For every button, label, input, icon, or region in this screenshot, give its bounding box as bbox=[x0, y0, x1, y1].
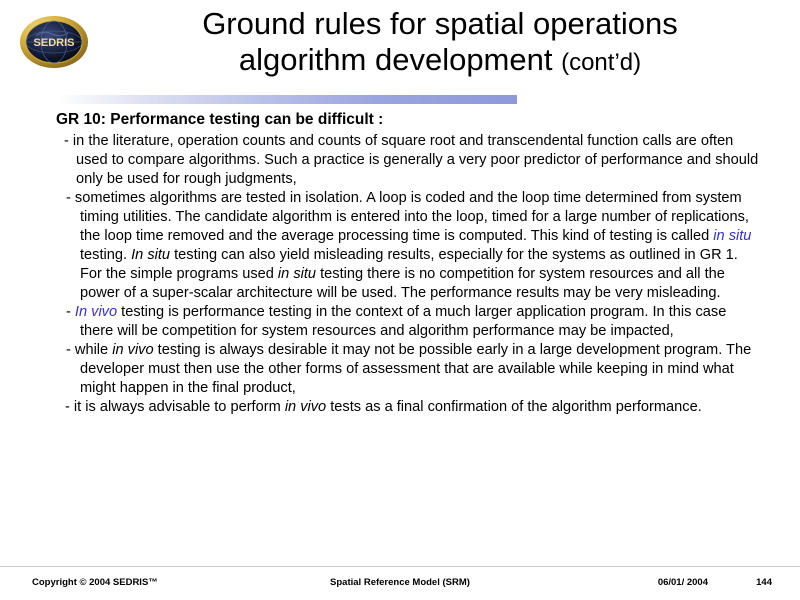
paragraph-2 bbox=[56, 189, 762, 303]
paragraph-5 bbox=[56, 398, 762, 417]
text-run: - it is always advisable to perform bbox=[65, 398, 285, 415]
logo-wordmark: SEDRIS bbox=[33, 37, 75, 49]
paragraph-4 bbox=[56, 341, 762, 398]
text-run: - sometimes algorithms are tested in isolation. A loop is coded and the loop time determined from system timing utilities. The candidate algorithm is entered into the loop, timed for a large number of replications, the loop time removed and the average processing time is computed. This kind of testing is called bbox=[66, 190, 749, 245]
text-run: In vivo bbox=[74, 304, 118, 321]
text-run: tests as a final confirmation of the algorithm performance. bbox=[326, 398, 702, 415]
title-line-1: Ground rules for spatial operations bbox=[202, 6, 678, 41]
footer-divider bbox=[0, 566, 800, 567]
text-run: in vivo bbox=[284, 398, 327, 415]
paragraph-1 bbox=[56, 132, 762, 189]
sedris-logo-icon bbox=[18, 14, 90, 70]
text-run: In situ bbox=[131, 247, 171, 264]
footer-page-number: 144 bbox=[756, 577, 772, 588]
text-run: - in the literature, operation counts and counts of square root and transcendental function calls are often used to compare algorithms. Such a practice is generally a very poor predictor of performance and should only be used for rough judgments, bbox=[64, 133, 759, 188]
text-run: testing is performance testing in the context of a much larger application program. In this case there will be competition for system resources and algorithm performance may be impacted, bbox=[80, 304, 727, 340]
slide-footer bbox=[0, 570, 800, 600]
footer-date: 06/01/ 2004 bbox=[657, 577, 708, 588]
page-title bbox=[100, 6, 780, 77]
text-run: testing there is no competition for system resources and all the power of a super-scalar architecture will be used. The performance results may be very misleading. bbox=[80, 266, 725, 302]
footer-copyright: Copyright © 2004 SEDRIS™ bbox=[32, 577, 158, 588]
footer-center-title: Spatial Reference Model (SRM) bbox=[330, 577, 470, 588]
gr-heading: GR 10: Performance testing can be difficult : bbox=[56, 111, 384, 128]
text-run: in situ bbox=[277, 266, 317, 283]
title-line-2-main: algorithm development bbox=[238, 41, 562, 77]
text-run: in situ bbox=[713, 228, 752, 245]
text-run: testing is always desirable it may not be possible early in a large development program. The developer must then use the other forms of assessment that are available while keeping in mind what might happen in the final product, bbox=[80, 342, 752, 396]
gradient-divider bbox=[57, 95, 517, 104]
title-line-2 bbox=[100, 42, 780, 78]
title-line-2-suffix: (cont’d) bbox=[561, 48, 642, 76]
text-run: in vivo bbox=[112, 342, 154, 359]
text-run: - while bbox=[66, 342, 113, 359]
text-run: testing can also yield misleading results, especially for the systems as outlined in GR 1. For the simple programs used bbox=[80, 247, 738, 283]
text-run: - bbox=[66, 304, 75, 321]
paragraph-3 bbox=[56, 303, 762, 341]
slide-body bbox=[56, 110, 762, 417]
text-run: testing. bbox=[80, 247, 132, 264]
